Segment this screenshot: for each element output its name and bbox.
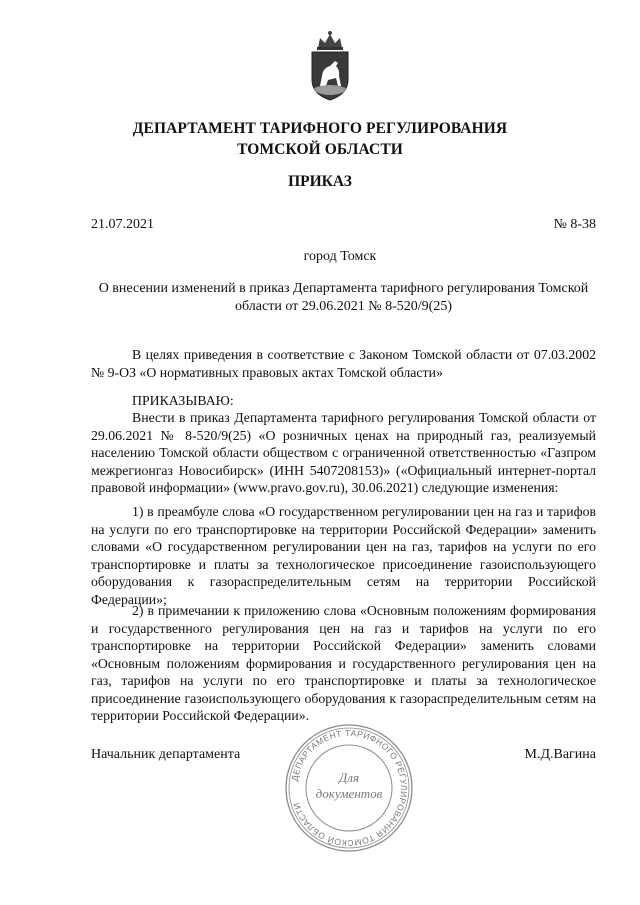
seal-center-line1: Для xyxy=(339,770,359,785)
item1-paragraph xyxy=(91,503,596,608)
document-type: ПРИКАЗ xyxy=(288,173,352,190)
department-name xyxy=(0,118,640,160)
department-name-line1: ДЕПАРТАМЕНТ ТАРИФНОГО РЕГУЛИРОВАНИЯ xyxy=(132,120,508,137)
subject-line1: О внесении изменений в приказ Департамента тарифного регулирования Томской xyxy=(98,281,589,296)
seal-ring-text: ДЕПАРТАМЕНТ ТАРИФНОГО РЕГУЛИРОВАНИЯ ТОМСКОЙ ОБЛАСТИ xyxy=(289,727,410,849)
department-name-line2: ТОМСКОЙ ОБЛАСТИ xyxy=(237,141,403,158)
signer-name: М.Д.Вагина xyxy=(524,747,596,762)
order-word-paragraph xyxy=(91,392,596,410)
subject-line2: области от 29.06.2021 № 8-520/9(25) xyxy=(235,299,452,314)
preamble-paragraph xyxy=(91,346,596,381)
tomsk-coat-of-arms-icon xyxy=(300,28,360,103)
official-seal xyxy=(283,722,415,854)
document-date: 21.07.2021 xyxy=(91,217,154,232)
order-word: ПРИКАЗЫВАЮ: xyxy=(132,393,234,408)
item2-text: 2) в примечании к приложению слова «Основным положениям формирования и государственного регулирования цен на газ и тарифов на услуги по его транспортировке на территории Российской Федерации» заменить словами «Основным положениям формирования и государственного регулирования цен на газ, тарифов на услуги по его транспортировке и платы за технологическое присоединение газоиспользующего оборудования к газораспределительным сетям на территории Российской Федерации». xyxy=(91,603,596,723)
seal-center-line2: документов xyxy=(315,786,383,801)
document-number: № 8-38 xyxy=(553,217,596,232)
intro-paragraph xyxy=(91,409,596,497)
document-subject xyxy=(91,280,596,316)
intro-text: Внести в приказ Департамента тарифного регулирования Томской области от 29.06.2021 № 8-520/9(25) «О розничных ценах на природный газ, реализуемый населению Томской области обществом с ограниченной ответственностью «Газпром межрегионгаз Новосибирск» (ИНН 5407208153)» («Официальный интернет-портал правовой информации» (www.pravo.gov.ru), 30.06.2021) следующие изменения: xyxy=(91,410,596,495)
document-city: город Томск xyxy=(303,249,377,264)
signer-role: Начальник департамента xyxy=(91,747,241,762)
preamble-text: В целях приведения в соответствие с Законом Томской области от 07.03.2002 № 9-ОЗ «О нормативных правовых актах Томской области» xyxy=(91,347,596,380)
item2-paragraph xyxy=(91,602,596,725)
item1-text: 1) в преамбуле слова «О государственном регулировании цен на газ и тарифов на услуги по его транспортировке на территории Российской Федерации» заменить словами «О государственном регулировании цен на газ, тарифов на услуги по его транспортировке и платы за технологическое присоединение газоиспользующего оборудования к газораспределительным сетям на территории Российской Федерации»; xyxy=(91,504,596,607)
